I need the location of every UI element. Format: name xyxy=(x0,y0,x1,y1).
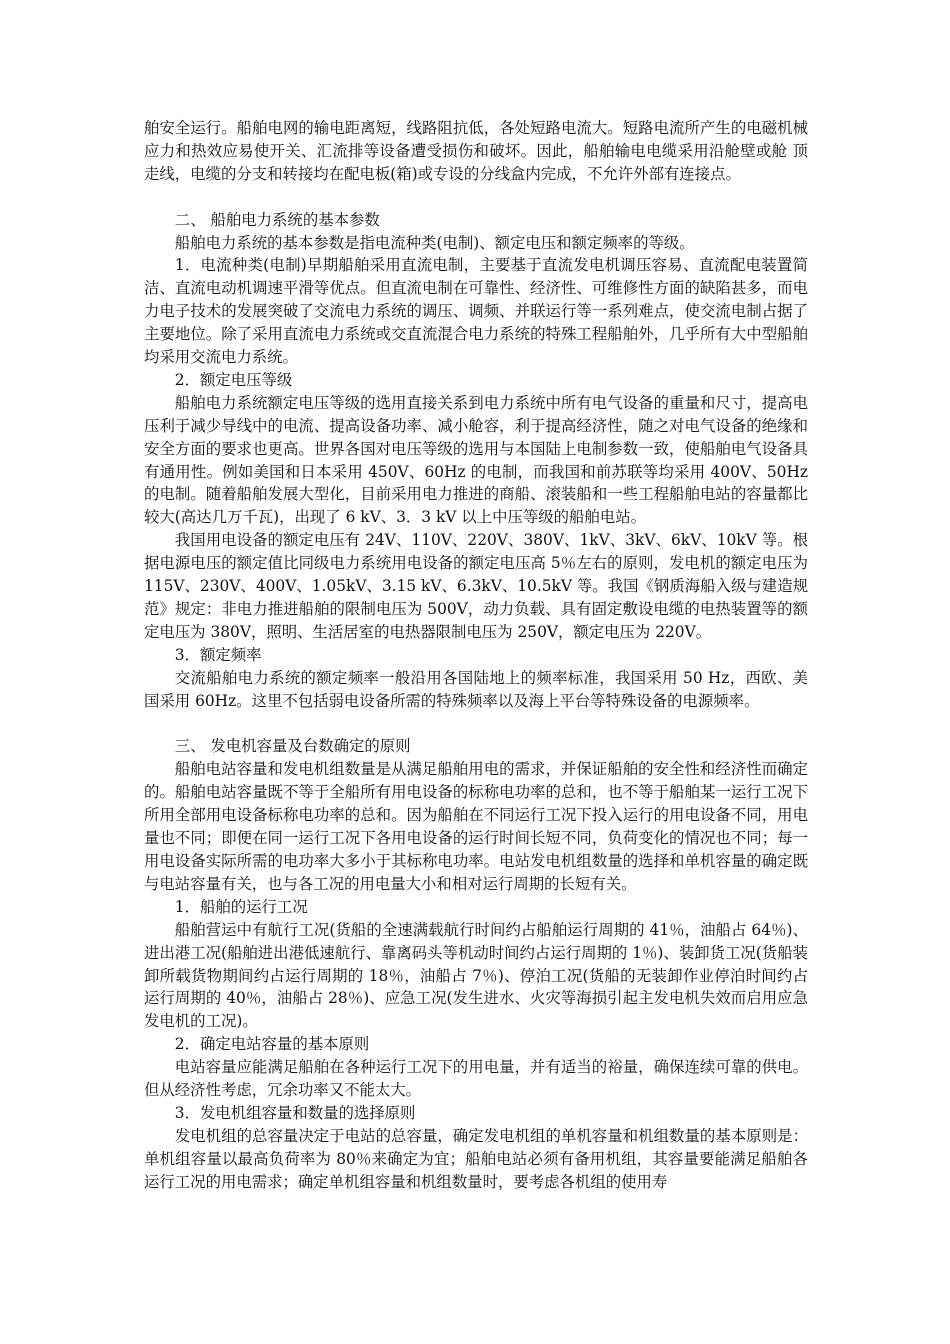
paragraph-rated-voltage: 船舶电力系统额定电压等级的选用直接关系到电力系统中所有电气设备的重量和尺寸，提高电压利于减少导线中的电流、提高设备功率、减小舱容，利于提高经济性，随之对电气设备的绝缘和安全方面的要求也更高。世界各国对电压等级的选用与本国陆上电制参数一致，使船舶电气设备具有通用性。例如美国和日本采用 450V、60Hz 的电制，而我国和前苏联等均采用 400V、50Hz 的电制。随着船舶发展大型化，目前采用电力推进的商船、滚装船和一些工程船舶电站的容量都比较大(高达几万千瓦)，出现了 6 kV、3．3 kV 以上中压等级的船舶电站。 xyxy=(144,393,808,527)
paragraph-intro: 舶安全运行。船舶电网的输电距离短，线路阻抗低，各处短路电流大。短路电流所产生的电磁机械应力和热效应易使开关、汇流排等设备遭受损伤和破坏。因此，船舶输电电缆采用沿舱壁或舱 顶走线，电缆的分支和转接均在配电板(箱)或专设的分线盒内完成，不允许外部有连接点。 xyxy=(144,119,808,183)
paragraph-unit-selection: 发电机组的总容量决定于电站的总容量，确定发电机组的单机容量和机组数量的基本原则是：单机组容量以最高负荷率为 80％来确定为宜；船舶电站必须有备用机组，其容量要能满足船舶各运行工况的用电需求；确定单机组容量和机组数量时，要考虑各机组的使用寿 xyxy=(144,1126,808,1191)
section-gap xyxy=(144,713,808,736)
paragraph-voltage-values: 我国用电设备的额定电压有 24V、110V、220V、380V、1kV、3kV、6kV、10kV 等。根据电源电压的额定值比同级电力系统用电设备的额定电压高 5％左右的原则，发电机的额定电压为 115V、230V、400V、1.05kV、3.15 kV、6.3kV、10.5kV 等。我国《钢质海船入级与建造规范》规定：非电力推进船舶的限制电压为 500V，动力负载、具有固定敷设电缆的电热装置等的额定电压为 380V，照明、生活居室的电热器限制电压为 250V，额定电压为 220V。 xyxy=(144,531,808,641)
subheading-rated-frequency: 3．额定频率 xyxy=(174,645,262,664)
subheading-operating-conditions: 1．船舶的运行工况 xyxy=(174,897,308,916)
paragraph-basic-parameters: 船舶电力系统的基本参数是指电流种类(电制)、额定电压和额定频率的等级。 xyxy=(174,233,695,252)
paragraph-generator-capacity: 船舶电站容量和发电机组数量是从满足船舶用电的需求，并保证船舶的安全性和经济性而确定的。船舶电站容量既不等于全船所有用电设备的标称电功率的总和，也不等于船舶某一运行工况下所用全部用电设备标称电功率的总和。因为船舶在不同运行工况下投入运行的用电设备不同，用电量也不同；即便在同一运行工况下各用电设备的运行时间长短不同，负荷变化的情况也不同；每一用电设备实际所需的电功率大多小于其标称电功率。电站发电机组数量的选择和单机容量的确定既与电站容量有关，也与各工况的用电量大小和相对运行周期的长短有关。 xyxy=(144,760,808,893)
subheading-rated-voltage: 2．额定电压等级 xyxy=(174,370,293,389)
paragraph-rated-frequency: 交流船舶电力系统的额定频率一般沿用各国陆地上的频率标准，我国采用 50 Hz，西欧、美国采用 60Hz。这里不包括弱电设备所需的特殊频率以及海上平台等特殊设备的电源频率。 xyxy=(144,668,808,710)
section-heading-basic-parameters: 二、 船舶电力系统的基本参数 xyxy=(174,210,380,229)
section-heading-generator-capacity: 三、 发电机容量及台数确定的原则 xyxy=(174,737,411,756)
section-gap xyxy=(144,186,808,209)
subheading-unit-selection: 3．发电机组容量和数量的选择原则 xyxy=(174,1103,416,1122)
paragraph-current-type: 1．电流种类(电制)早期船舶采用直流电制，主要基于直流发电机调压容易、直流配电装置简洁、直流电动机调速平滑等优点。但直流电制在可靠性、经济性、可维修性方面的缺陷甚多，而电力电子技术的发展突破了交流电力系统的调压、调频、并联运行等一系列难点，使交流电制占据了主要地位。除了采用直流电力系统或交直流混合电力系统的特殊工程船舶外，几乎所有大中型船舶均采用交流电力系统。 xyxy=(144,256,808,367)
paragraph-station-capacity: 电站容量应能满足船舶在各种运行工况下的用电量，并有适当的裕量，确保连续可靠的供电。但从经济性考虑，冗余功率又不能太大。 xyxy=(144,1058,808,1100)
subheading-station-capacity: 2．确定电站容量的基本原则 xyxy=(174,1035,370,1054)
paragraph-operating-conditions: 船舶营运中有航行工况(货船的全速满载航行时间约占船舶运行周期的 41％，油船占 64％)、进出港工况(船舶进出港低速航行、靠离码头等机动时间约占运行周期的 1％)、装卸货工况(货船装卸所载货物期间约占运行周期的 18％，油船占 7％)、停泊工况(货船的无装卸作业停泊时间约占运行周期的 40％，油船占 28％)、应急工况(发生进水、火灾等海损引起主发电机失效而启用应急发电机的工况)。 xyxy=(144,920,808,1031)
